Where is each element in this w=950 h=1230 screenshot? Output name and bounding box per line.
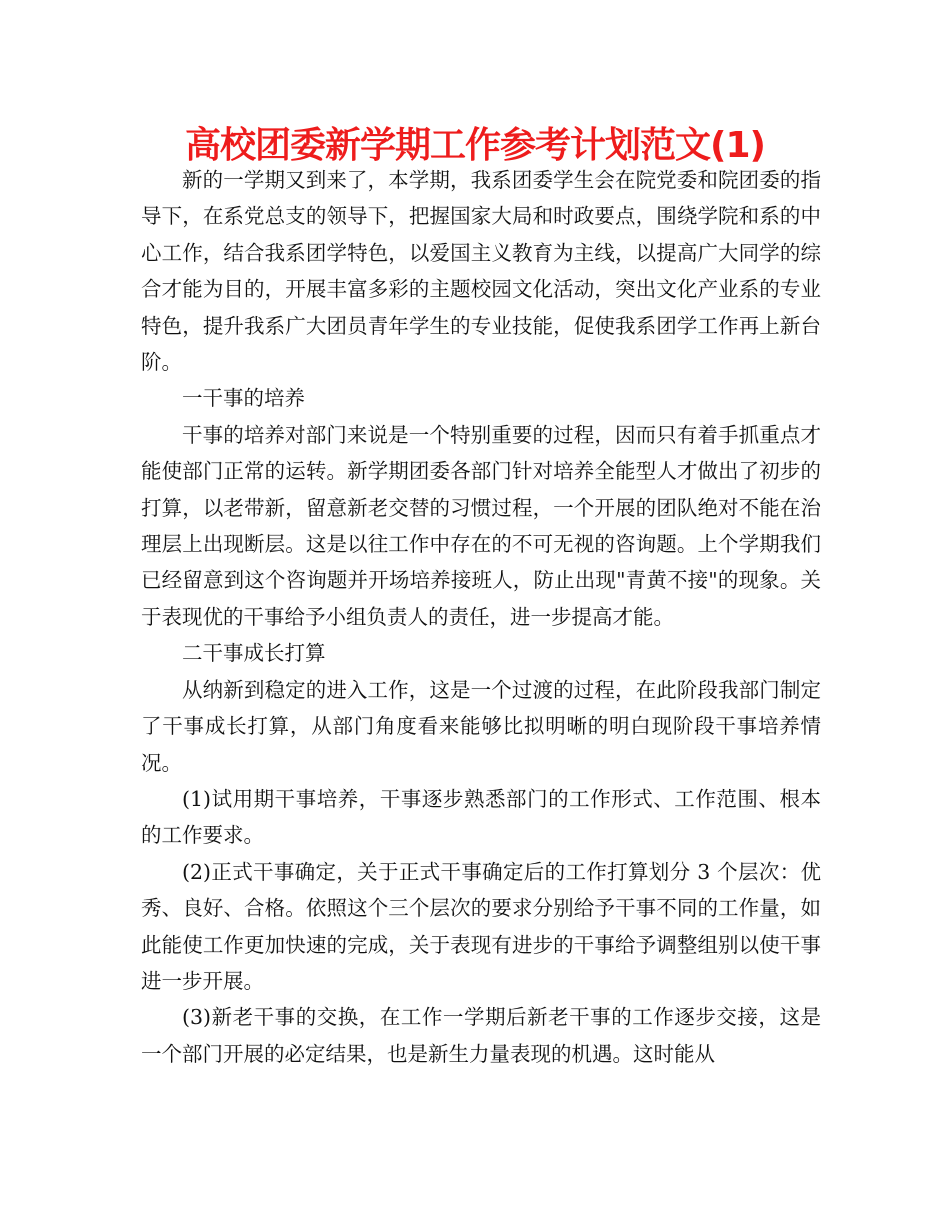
document-title: 高校团委新学期工作参考计划范文(1) bbox=[185, 125, 765, 166]
section-heading-1: 一干事的培养 bbox=[182, 386, 305, 411]
paragraph-growth-plan: 从纳新到稳定的进入工作，这是一个过渡的过程，在此阶段我部门制定了干事成长打算，从部门角度看来能够比拟明晰的明白现阶段干事培养情况。 bbox=[141, 677, 821, 775]
paragraph-cadre-training: 干事的培养对部门来说是一个特别重要的过程，因而只有着手抓重点才能使部门正常的运转。新学期团委各部门针对培养全能型人才做出了初步的打算，以老带新，留意新老交替的习惯过程，一个开展的团队绝对不能在治理层上出现断层。这是以往工作中存在的不可无视的咨询题。上个学期我们已经留意到这个咨询题并开场培养接班人，防止出现"青黄不接"的现象。关于表现优的干事给予小组负责人的责任，进一步提高才能。 bbox=[141, 422, 821, 629]
paragraph-intro: 新的一学期又到来了，本学期，我系团委学生会在院党委和院团委的指导下，在系党总支的领导下，把握国家大局和时政要点，围绕学院和系的中心工作，结合我系团学特色，以爱国主义教育为主线，以提高广大同学的综合才能为目的，开展丰富多彩的主题校园文化活动，突出文化产业系的专业特色，提升我系广大团员青年学生的专业技能，促使我系团学工作再上新台阶。 bbox=[141, 168, 821, 375]
section-heading-2: 二干事成长打算 bbox=[182, 641, 326, 666]
paragraph-item-1: (1)试用期干事培养，干事逐步熟悉部门的工作形式、工作范围、根本的工作要求。 bbox=[141, 786, 821, 848]
document-body bbox=[141, 162, 821, 1072]
paragraph-item-3: (3)新老干事的交换，在工作一学期后新老干事的工作逐步交接，这是一个部门开展的必定结果，也是新生力量表现的机遇。这时能从 bbox=[141, 1005, 821, 1066]
paragraph-item-2: (2)正式干事确定，关于正式干事确定后的工作打算划分 3 个层次：优秀、良好、合格。依照这个三个层次的要求分别给予干事不同的工作量，如此能使工作更加快速的完成，关于表现有进步的干事给予调整组别以使干事进一步开展。 bbox=[141, 859, 821, 993]
